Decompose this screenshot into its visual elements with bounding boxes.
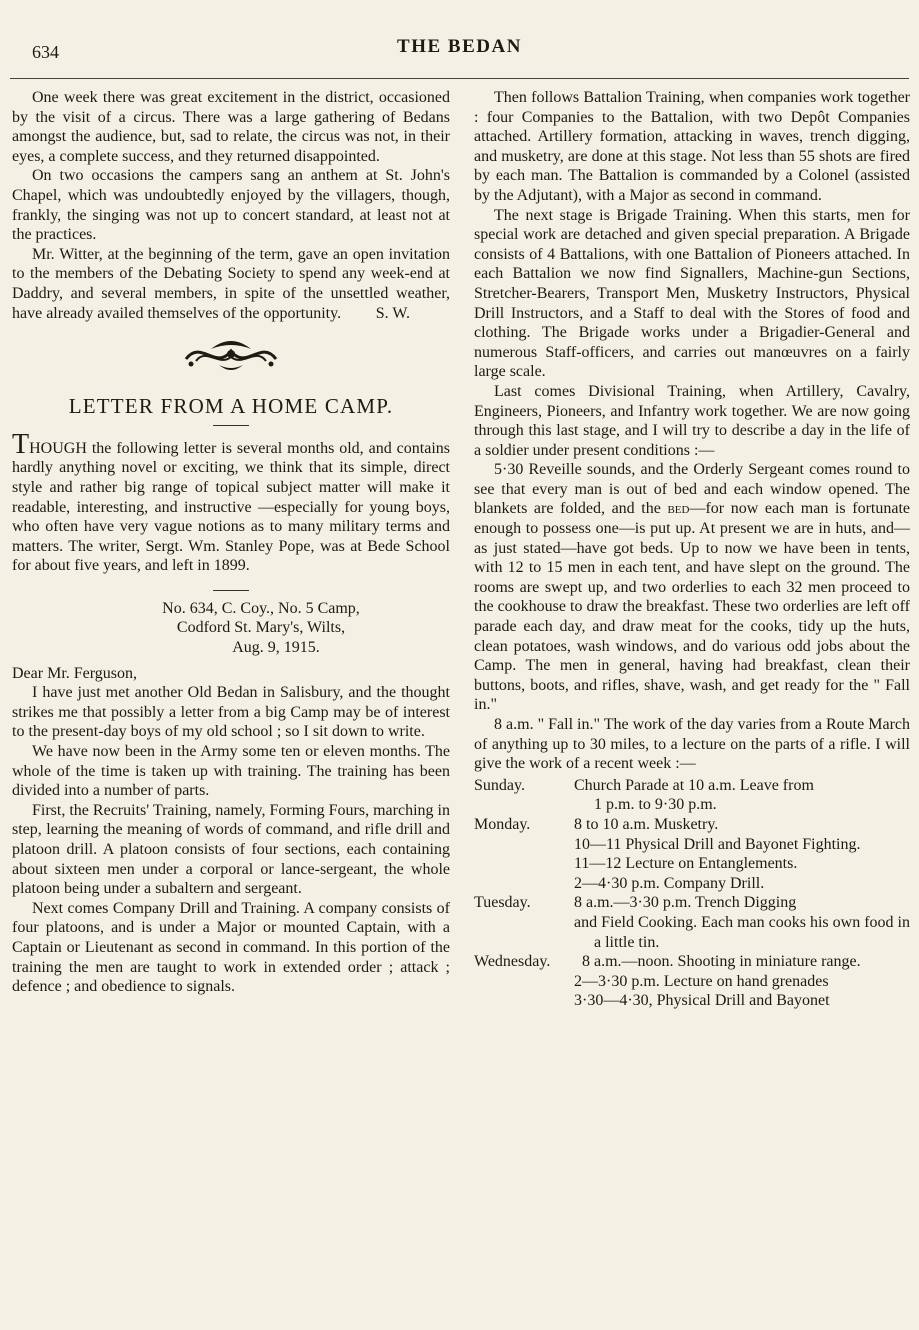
schedule-entry: and Field Cooking. Each man cooks his own food in a little tin. — [574, 913, 910, 951]
schedule-entry: Church Parade at 10 a.m. Leave from — [574, 776, 814, 794]
salutation: Dear Mr. Ferguson, — [12, 664, 138, 682]
paragraph-anthem: On two occasions the campers sang an anthem at St. John's Chapel, which was undoubtedly enjoyed by the villagers, though, frankly, the singing was not up to concert standard, at least not at the practices. — [12, 167, 450, 244]
schedule-entry: 8 a.m.—3·30 p.m. Trench Digging — [574, 894, 797, 912]
address-line-3: Aug. 9, 1915. — [232, 639, 320, 657]
page-header — [0, 34, 919, 64]
schedule-wednesday — [474, 952, 910, 972]
paragraph-divisional: Last comes Divisional Training, when Artillery, Cavalry, Engineers, Pioneers, and Infantry work together. We are now going through this last stage, and I will try to describe a day in the life of a soldier under present conditions :— — [474, 382, 910, 459]
schedule-entry: 3·30—4·30, Physical Drill and Bayonet — [574, 992, 830, 1010]
schedule-entry: 1 p.m. to 9·30 p.m. — [594, 796, 717, 814]
article-heading: LETTER FROM A HOME CAMP. — [68, 394, 394, 419]
paragraph-brigade: The next stage is Brigade Training. When this starts, men for special work are detached and given special preparation. A Brigade consists of 4 Battalions, with one Battalion of Pioneers attached. In each Battalion we now find Signallers, Machine-gun Sections, Stretcher-Bearers, Transport Men, Musketry Instructors, Physical Drill Instructors, and a Staff to deal with the Stores of food and clothing. The Brigade works under a Brigadier-General and numerous Staff-officers, and carries out manœuvres on a fairly large scale. — [474, 206, 910, 381]
intro-smallcaps: HOUGH — [29, 439, 87, 457]
paragraph-company: Next comes Company Drill and Training. A company consists of four platoons, and is under a Major or mounted Captain, with a Captain or Lieutenant as second in command. In this portion of the training the men are taught to work in extended order ; attack ; defence ; and obedience to signals. — [12, 899, 450, 996]
reveille-text-a: 5·30 Reveille sounds, and the Orderly Sergeant comes round to see that every man is out of bed and each window opened. The blankets are folded, and the — [474, 461, 910, 518]
weekly-schedule — [474, 776, 910, 1011]
ornament-flourish-icon — [12, 331, 450, 381]
day-label: Monday. — [474, 815, 531, 833]
drop-cap: T — [12, 428, 30, 460]
address-line-2: Codford St. Mary's, Wilts, — [176, 619, 346, 637]
paragraph-fall-in: 8 a.m. " Fall in." The work of the day varies from a Route March of anything up to 30 miles, to a lecture on the parts of a rifle. I will give the work of a recent week :— — [474, 716, 910, 773]
schedule-entry: 8 to 10 a.m. Musketry. — [574, 815, 719, 833]
day-label: Wednesday. — [474, 953, 551, 971]
schedule-entry: 2—3·30 p.m. Lecture on hand grenades — [574, 972, 829, 990]
paragraph-debating: Mr. Witter, at the beginning of the term, gave an open invitation to the members of the Debating Society to spend any week-end at Daddry, and several members, in spite of the unsettled weather, have already availed themselves of the opportunity. — [12, 245, 450, 322]
schedule-sunday — [474, 776, 910, 796]
header-rule — [10, 78, 909, 79]
paragraph-army: We have now been in the Army some ten or eleven months. The whole of the time is taken up with training. The training has been divided into a number of parts. — [12, 743, 450, 800]
bed-word: bed — [667, 500, 690, 518]
heading-rule — [213, 425, 249, 426]
paragraph-recruits: First, the Recruits' Training, namely, Forming Fours, marching in step, learning the meaning of words of command, and rifle drill and platoon drill. A platoon consists of four sections, each containing about sixteen men under a corporal or lance-sergeant, the whole platoon being under a subaltern and sergeant. — [12, 801, 450, 898]
schedule-entry: 11—12 Lecture on Entanglements. — [574, 855, 798, 873]
address-line-1: No. 634, C. Coy., No. 5 Camp, — [162, 599, 360, 617]
schedule-tuesday — [474, 893, 910, 913]
running-title: THE BEDAN — [397, 36, 522, 57]
page-number: 634 — [32, 42, 59, 62]
paragraph-circus: One week there was great excitement in the district, occasioned by the visit of a circus. There was a large gathering of Bedans amongst the audience, but, sad to relate, the circus was not, in their eyes, a complete success, and they returned disappointed. — [12, 89, 450, 165]
letter-address — [12, 599, 450, 658]
signature: S. W. — [375, 304, 410, 322]
intro-text: the following letter is several months old, and contains hardly anything novel or exciting, we think that its simple, direct style and rather big range of topical subject matter will make it readable, interesting, and instructive —especially for young boys, who often have very vague notions as to many military terms and matters. The writer, Sergt. Wm. Stanley Pope, was at Bede School for about five years, and left in 1899. — [12, 439, 450, 575]
schedule-entry: 2—4·30 p.m. Company Drill. — [574, 874, 765, 892]
day-label: Tuesday. — [474, 894, 531, 912]
intro-paragraph — [12, 428, 450, 576]
paragraph-salisbury: I have just met another Old Bedan in Salisbury, and the thought strikes me that possibly a letter from a big Camp may be of interest to the present-day boys of my old school ; so I sit down to write. — [12, 684, 450, 741]
schedule-monday — [474, 815, 910, 835]
day-label: Sunday. — [474, 776, 525, 794]
paragraph-reveille — [474, 460, 910, 715]
schedule-entry: 8 a.m.—noon. Shooting in miniature range. — [582, 953, 861, 971]
reveille-text-b: —for now each man is fortunate enough to possess one—is put up. At present we are in huts, and—as just stated—have got beds. Up to now we have been in tents, with 12 to 15 men in each tent, and have slept on the ground. The rooms are swept up, and two orderlies to each 32 men proceed to the cookhouse to draw the breakfast. These two orderlies are left off parade each day, and draw meat for the cooks, tidy up the huts, clean potatoes, wash windows, and do various odd jobs about the Camp. The men in general, having had breakfast, clean their buttons, boots, and rifles, shave, wash, and get ready for the " Fall in." — [474, 500, 911, 714]
schedule-entry: 10—11 Physical Drill and Bayonet Fighting. — [574, 835, 861, 853]
paragraph-battalion: Then follows Battalion Training, when companies work together : four Companies to the Battalion, with two Depôt Companies attached. Artillery formation, attacking in waves, trench digging, and musketry, are done at this stage. Not less than 55 shots are fired by each man. The Battalion is commanded by a Colonel (assisted by the Adjutant), with a Major as second in command. — [474, 89, 910, 204]
right-column — [474, 88, 910, 1011]
section-rule — [213, 590, 249, 591]
left-column — [12, 88, 450, 997]
